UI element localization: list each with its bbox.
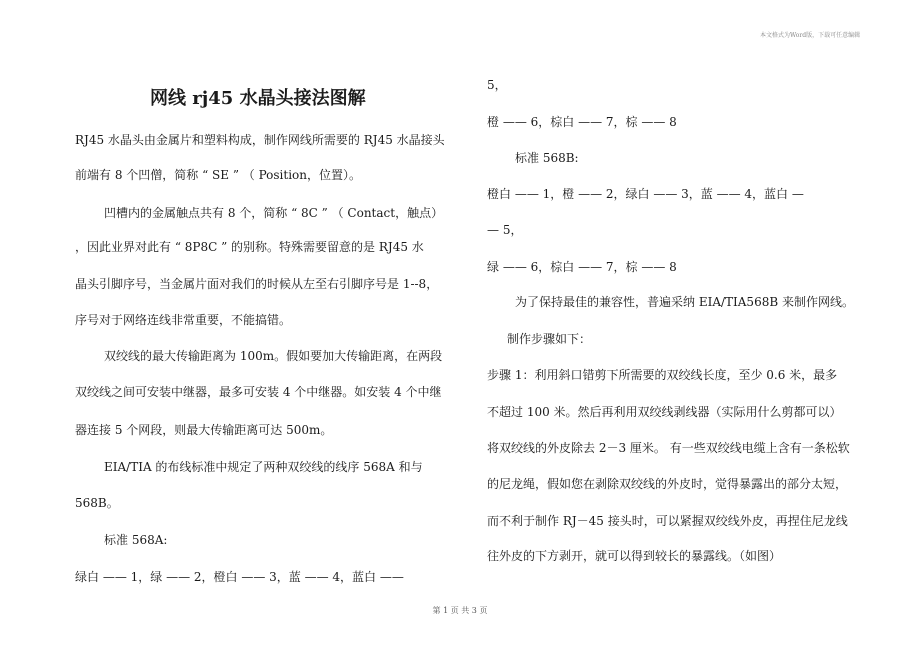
paragraph-line: RJ45 水晶头由金属片和塑料构成，制作网线所需要的 RJ45 水晶接头 bbox=[75, 133, 445, 147]
page-footer: 第 1 页 共 3 页 bbox=[432, 606, 488, 615]
paragraph-line: 双绞线的最大传输距离为 100m。假如要加大传输距离，在两段 bbox=[104, 349, 443, 363]
paragraph-line: 绿 —— 6，棕白 —— 7，棕 —— 8 bbox=[487, 260, 677, 274]
paragraph-line: EIA/TIA 的布线标准中规定了两种双绞线的线序 568A 和与 bbox=[104, 460, 423, 474]
paragraph-line: 不超过 100 米。然后再利用双绞线剥线器（实际用什么剪都可以） bbox=[487, 405, 842, 419]
paragraph-line: 双绞线之间可安装中继器，最多可安装 4 个中继器。如安装 4 个中继 bbox=[75, 385, 442, 399]
paragraph-line: 的尼龙绳，假如您在剥除双绞线的外皮时，觉得暴露出的部分太短， bbox=[487, 477, 848, 491]
paragraph-line: 制作步骤如下： bbox=[507, 332, 592, 346]
paragraph-line: 步骤 1：利用斜口错剪下所需要的双绞线长度，至少 0.6 米，最多 bbox=[487, 368, 838, 382]
paragraph-line: 5， bbox=[487, 78, 507, 92]
paragraph-line: — 5， bbox=[487, 223, 523, 237]
paragraph-line: 橙 —— 6，棕白 —— 7，棕 —— 8 bbox=[487, 115, 677, 129]
paragraph-line: 绿白 —— 1，绿 —— 2，橙白 —— 3，蓝 —— 4，蓝白 —— bbox=[75, 570, 404, 584]
paragraph-line: 568B。 bbox=[75, 496, 119, 510]
page-title: 网线 rj45 水晶头接法图解 bbox=[150, 88, 366, 109]
paragraph-line: 标准 568B: bbox=[515, 151, 579, 165]
paragraph-line: 晶头引脚序号，当金属片面对我们的时候从左至右引脚序号是 1--8， bbox=[75, 277, 439, 291]
paragraph-line: ，因此业界对此有 “ 8P8C ” 的别称。特殊需要留意的是 RJ45 水 bbox=[75, 240, 424, 254]
paragraph-line: 序号对于网络连线非常重要，不能搞错。 bbox=[75, 313, 292, 327]
paragraph-line: 往外皮的下方剥开，就可以得到较长的暴露线。（如图） bbox=[487, 549, 782, 563]
paragraph-line: 橙白 —— 1，橙 —— 2，绿白 —— 3，蓝 —— 4，蓝白 — bbox=[487, 187, 804, 201]
paragraph-line: 标准 568A: bbox=[104, 533, 168, 547]
paragraph-line: 前端有 8 个凹僧，简称 “ SE ” （ Position，位置）。 bbox=[75, 168, 362, 182]
paragraph-line: 而不利于制作 RJ－45 接头时，可以紧握双绞线外皮，再捏住尼龙线 bbox=[487, 514, 848, 528]
paragraph-line: 器连接 5 个网段，则最大传输距离可达 500m。 bbox=[75, 423, 333, 437]
paragraph-line: 为了保持最佳的兼容性，普遍采纳 EIA/TIA568B 来制作网线。 bbox=[515, 295, 854, 309]
watermark-text: 本文格式为Word版，下载可任意编辑 bbox=[760, 32, 861, 39]
paragraph-line: 凹槽内的金属触点共有 8 个，简称 “ 8C ” （ Contact，触点） bbox=[104, 206, 444, 220]
paragraph-line: 将双绞线的外皮除去 2－3 厘米。 有一些双绞线电缆上含有一条松软 bbox=[487, 441, 850, 455]
